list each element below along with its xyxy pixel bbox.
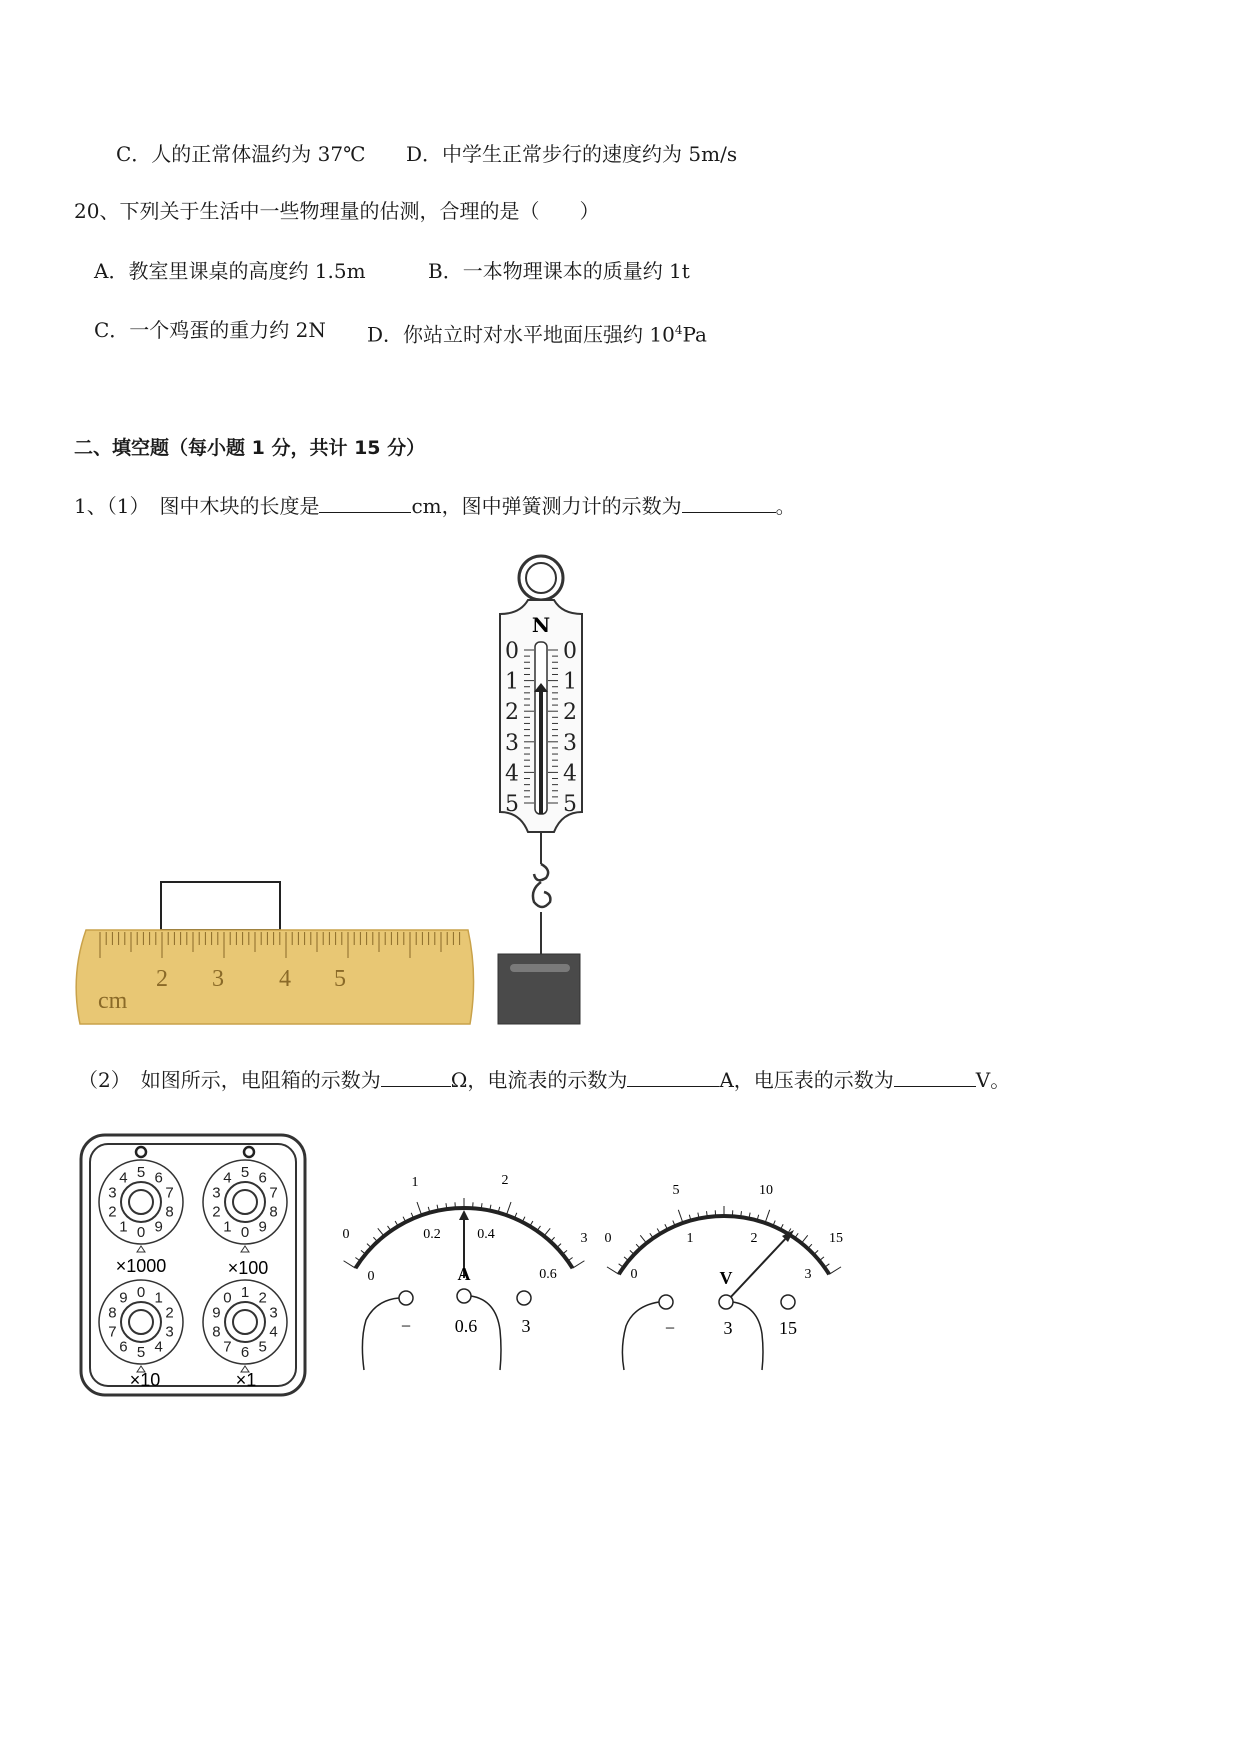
ammeter-lower-0: 0 bbox=[367, 1269, 375, 1284]
ruler-label-5: 5 bbox=[334, 966, 346, 992]
voltmeter-terminal-neg bbox=[659, 1295, 673, 1309]
svg-text:2: 2 bbox=[258, 1289, 267, 1307]
scale-label-right-0: 0 bbox=[563, 639, 577, 664]
ammeter-terminal-0.6 bbox=[457, 1289, 471, 1303]
q20-option-a: A．教室里课桌的高度约 1.5m bbox=[94, 259, 366, 283]
ammeter-upper-0: 0 bbox=[342, 1227, 350, 1242]
svg-text:5: 5 bbox=[258, 1338, 267, 1356]
ruler-label-4: 4 bbox=[279, 966, 291, 992]
answer-blank-current[interactable] bbox=[627, 1066, 719, 1087]
scale-label-right-2: 2 bbox=[563, 700, 577, 726]
svg-text:8: 8 bbox=[108, 1304, 117, 1322]
svg-text:2: 2 bbox=[165, 1304, 174, 1322]
svg-text:4: 4 bbox=[223, 1169, 232, 1187]
scale-label-left-1: 1 bbox=[505, 669, 519, 695]
ammeter-upper-1: 1 bbox=[411, 1175, 419, 1190]
svg-text:5: 5 bbox=[136, 1344, 146, 1361]
svg-text:6: 6 bbox=[154, 1169, 163, 1187]
scale-label-left-4: 4 bbox=[505, 761, 519, 787]
spring-scale-figure bbox=[490, 552, 600, 1030]
ammeter-lower-2: 0.4 bbox=[477, 1227, 495, 1242]
svg-text:7: 7 bbox=[108, 1323, 117, 1341]
svg-text:8: 8 bbox=[165, 1203, 174, 1221]
q1-part2: （2） 如图所示，电阻箱的示数为 Ω，电流表的示数为 A，电压表的示数为 V。 bbox=[78, 1068, 1011, 1092]
ammeter-terminal-label-0.6: 0.6 bbox=[454, 1316, 478, 1336]
voltmeter-upper-10: 10 bbox=[759, 1183, 773, 1198]
ruler-unit: cm bbox=[98, 988, 128, 1014]
ammeter-upper-3: 3 bbox=[580, 1231, 588, 1246]
svg-text:5: 5 bbox=[240, 1164, 250, 1181]
wooden-block bbox=[161, 882, 280, 930]
voltmeter-terminal-label-neg: − bbox=[664, 1318, 676, 1338]
ammeter-terminal-3 bbox=[517, 1291, 531, 1305]
svg-text:9: 9 bbox=[258, 1218, 267, 1236]
q19-option-c: C．人的正常体温约为 37℃ bbox=[116, 142, 366, 166]
voltmeter-upper-5: 5 bbox=[672, 1183, 680, 1198]
ammeter-figure bbox=[336, 1160, 598, 1374]
multiplier-1: ×1 bbox=[235, 1370, 257, 1390]
ruler-label-3: 3 bbox=[212, 966, 224, 992]
resistance-box-figure bbox=[78, 1132, 308, 1398]
svg-text:2: 2 bbox=[108, 1203, 117, 1221]
q20-option-c: C．一个鸡蛋的重力约 2N bbox=[94, 318, 326, 342]
voltmeter-lower-1: 1 bbox=[686, 1231, 694, 1246]
answer-blank-resistance[interactable] bbox=[381, 1066, 451, 1087]
scale-label-left-5: 5 bbox=[505, 792, 519, 817]
voltmeter-figure bbox=[598, 1166, 856, 1372]
multiplier-1000: ×1000 bbox=[115, 1256, 167, 1276]
svg-text:2: 2 bbox=[212, 1203, 221, 1221]
svg-text:3: 3 bbox=[212, 1184, 221, 1202]
voltmeter-needle bbox=[728, 1236, 788, 1300]
svg-text:0: 0 bbox=[136, 1224, 146, 1241]
svg-text:6: 6 bbox=[119, 1338, 128, 1356]
svg-text:4: 4 bbox=[269, 1323, 278, 1341]
voltmeter-lower-3: 3 bbox=[804, 1267, 812, 1282]
ruler-label-2: 2 bbox=[156, 966, 168, 992]
svg-text:3: 3 bbox=[108, 1184, 117, 1202]
voltmeter-terminal-3 bbox=[719, 1295, 733, 1309]
svg-text:1: 1 bbox=[154, 1289, 163, 1307]
scale-label-right-1: 1 bbox=[563, 669, 577, 695]
scale-label-right-3: 3 bbox=[563, 730, 577, 756]
svg-text:9: 9 bbox=[212, 1304, 221, 1322]
ammeter-upper-2: 2 bbox=[501, 1173, 509, 1188]
ammeter-lower-3: 0.6 bbox=[539, 1267, 557, 1282]
svg-text:6: 6 bbox=[240, 1344, 250, 1361]
scale-label-left-0: 0 bbox=[505, 639, 519, 664]
ruler-body bbox=[76, 930, 473, 1024]
svg-text:3: 3 bbox=[165, 1323, 174, 1341]
ammeter-terminal-neg bbox=[399, 1291, 413, 1305]
ammeter-terminal-label-3: 3 bbox=[521, 1316, 531, 1336]
voltmeter-terminal-label-3: 3 bbox=[723, 1318, 733, 1338]
voltmeter-upper-0: 0 bbox=[604, 1231, 612, 1246]
q1-part1: 1、（1） 图中木块的长度是 cm，图中弹簧测力计的示数为 。 bbox=[74, 494, 796, 518]
svg-text:1: 1 bbox=[119, 1218, 128, 1236]
multiplier-10: ×10 bbox=[129, 1370, 161, 1390]
answer-blank-force[interactable] bbox=[682, 492, 776, 513]
voltmeter-terminal-label-15: 15 bbox=[779, 1318, 797, 1338]
svg-text:7: 7 bbox=[165, 1184, 174, 1202]
svg-text:0: 0 bbox=[240, 1224, 250, 1241]
ammeter-lower-1: 0.2 bbox=[423, 1227, 441, 1242]
multiplier-100: ×100 bbox=[227, 1258, 269, 1278]
answer-blank-length[interactable] bbox=[319, 492, 411, 513]
q20-option-d: D．你站立时对水平地面压强约 $10^4Pa$ bbox=[367, 322, 707, 347]
svg-text:0: 0 bbox=[136, 1284, 146, 1301]
svg-text:7: 7 bbox=[223, 1338, 232, 1356]
ammeter-symbol: A bbox=[457, 1264, 471, 1284]
svg-text:4: 4 bbox=[119, 1169, 128, 1187]
scale-label-right-4: 4 bbox=[563, 761, 577, 787]
answer-blank-voltage[interactable] bbox=[894, 1066, 976, 1087]
voltmeter-symbol: V bbox=[719, 1268, 733, 1288]
section-heading: 二、填空题（每小题 1 分，共计 15 分） bbox=[74, 437, 426, 459]
voltmeter-lower-2: 2 bbox=[750, 1231, 758, 1246]
svg-text:7: 7 bbox=[269, 1184, 278, 1202]
scale-label-left-3: 3 bbox=[505, 730, 519, 756]
scale-pointer-rod bbox=[539, 688, 543, 814]
q20-option-b: B．一本物理课本的质量约 1t bbox=[428, 259, 690, 283]
scale-label-left-2: 2 bbox=[505, 700, 519, 726]
svg-text:3: 3 bbox=[269, 1304, 278, 1322]
svg-text:8: 8 bbox=[212, 1323, 221, 1341]
svg-text:6: 6 bbox=[258, 1169, 267, 1187]
svg-text:1: 1 bbox=[223, 1218, 232, 1236]
scale-hook bbox=[533, 864, 550, 907]
voltmeter-lower-0: 0 bbox=[630, 1267, 638, 1282]
q20-stem: 20、下列关于生活中一些物理量的估测，合理的是（ ） bbox=[74, 199, 600, 223]
q19-option-d: D．中学生正常步行的速度约为 5m/s bbox=[406, 142, 738, 166]
scale-label-right-5: 5 bbox=[563, 792, 577, 817]
svg-text:5: 5 bbox=[136, 1164, 146, 1181]
ammeter-terminal-label-neg: − bbox=[400, 1316, 412, 1336]
ruler-figure bbox=[70, 876, 482, 1028]
svg-text:8: 8 bbox=[269, 1203, 278, 1221]
voltmeter-upper-15: 15 bbox=[829, 1231, 843, 1246]
svg-text:0: 0 bbox=[223, 1289, 232, 1307]
svg-text:9: 9 bbox=[119, 1289, 128, 1307]
voltmeter-terminal-15 bbox=[781, 1295, 795, 1309]
svg-text:9: 9 bbox=[154, 1218, 163, 1236]
svg-text:4: 4 bbox=[154, 1338, 163, 1356]
scale-unit: N bbox=[531, 613, 551, 637]
svg-text:1: 1 bbox=[240, 1284, 250, 1301]
